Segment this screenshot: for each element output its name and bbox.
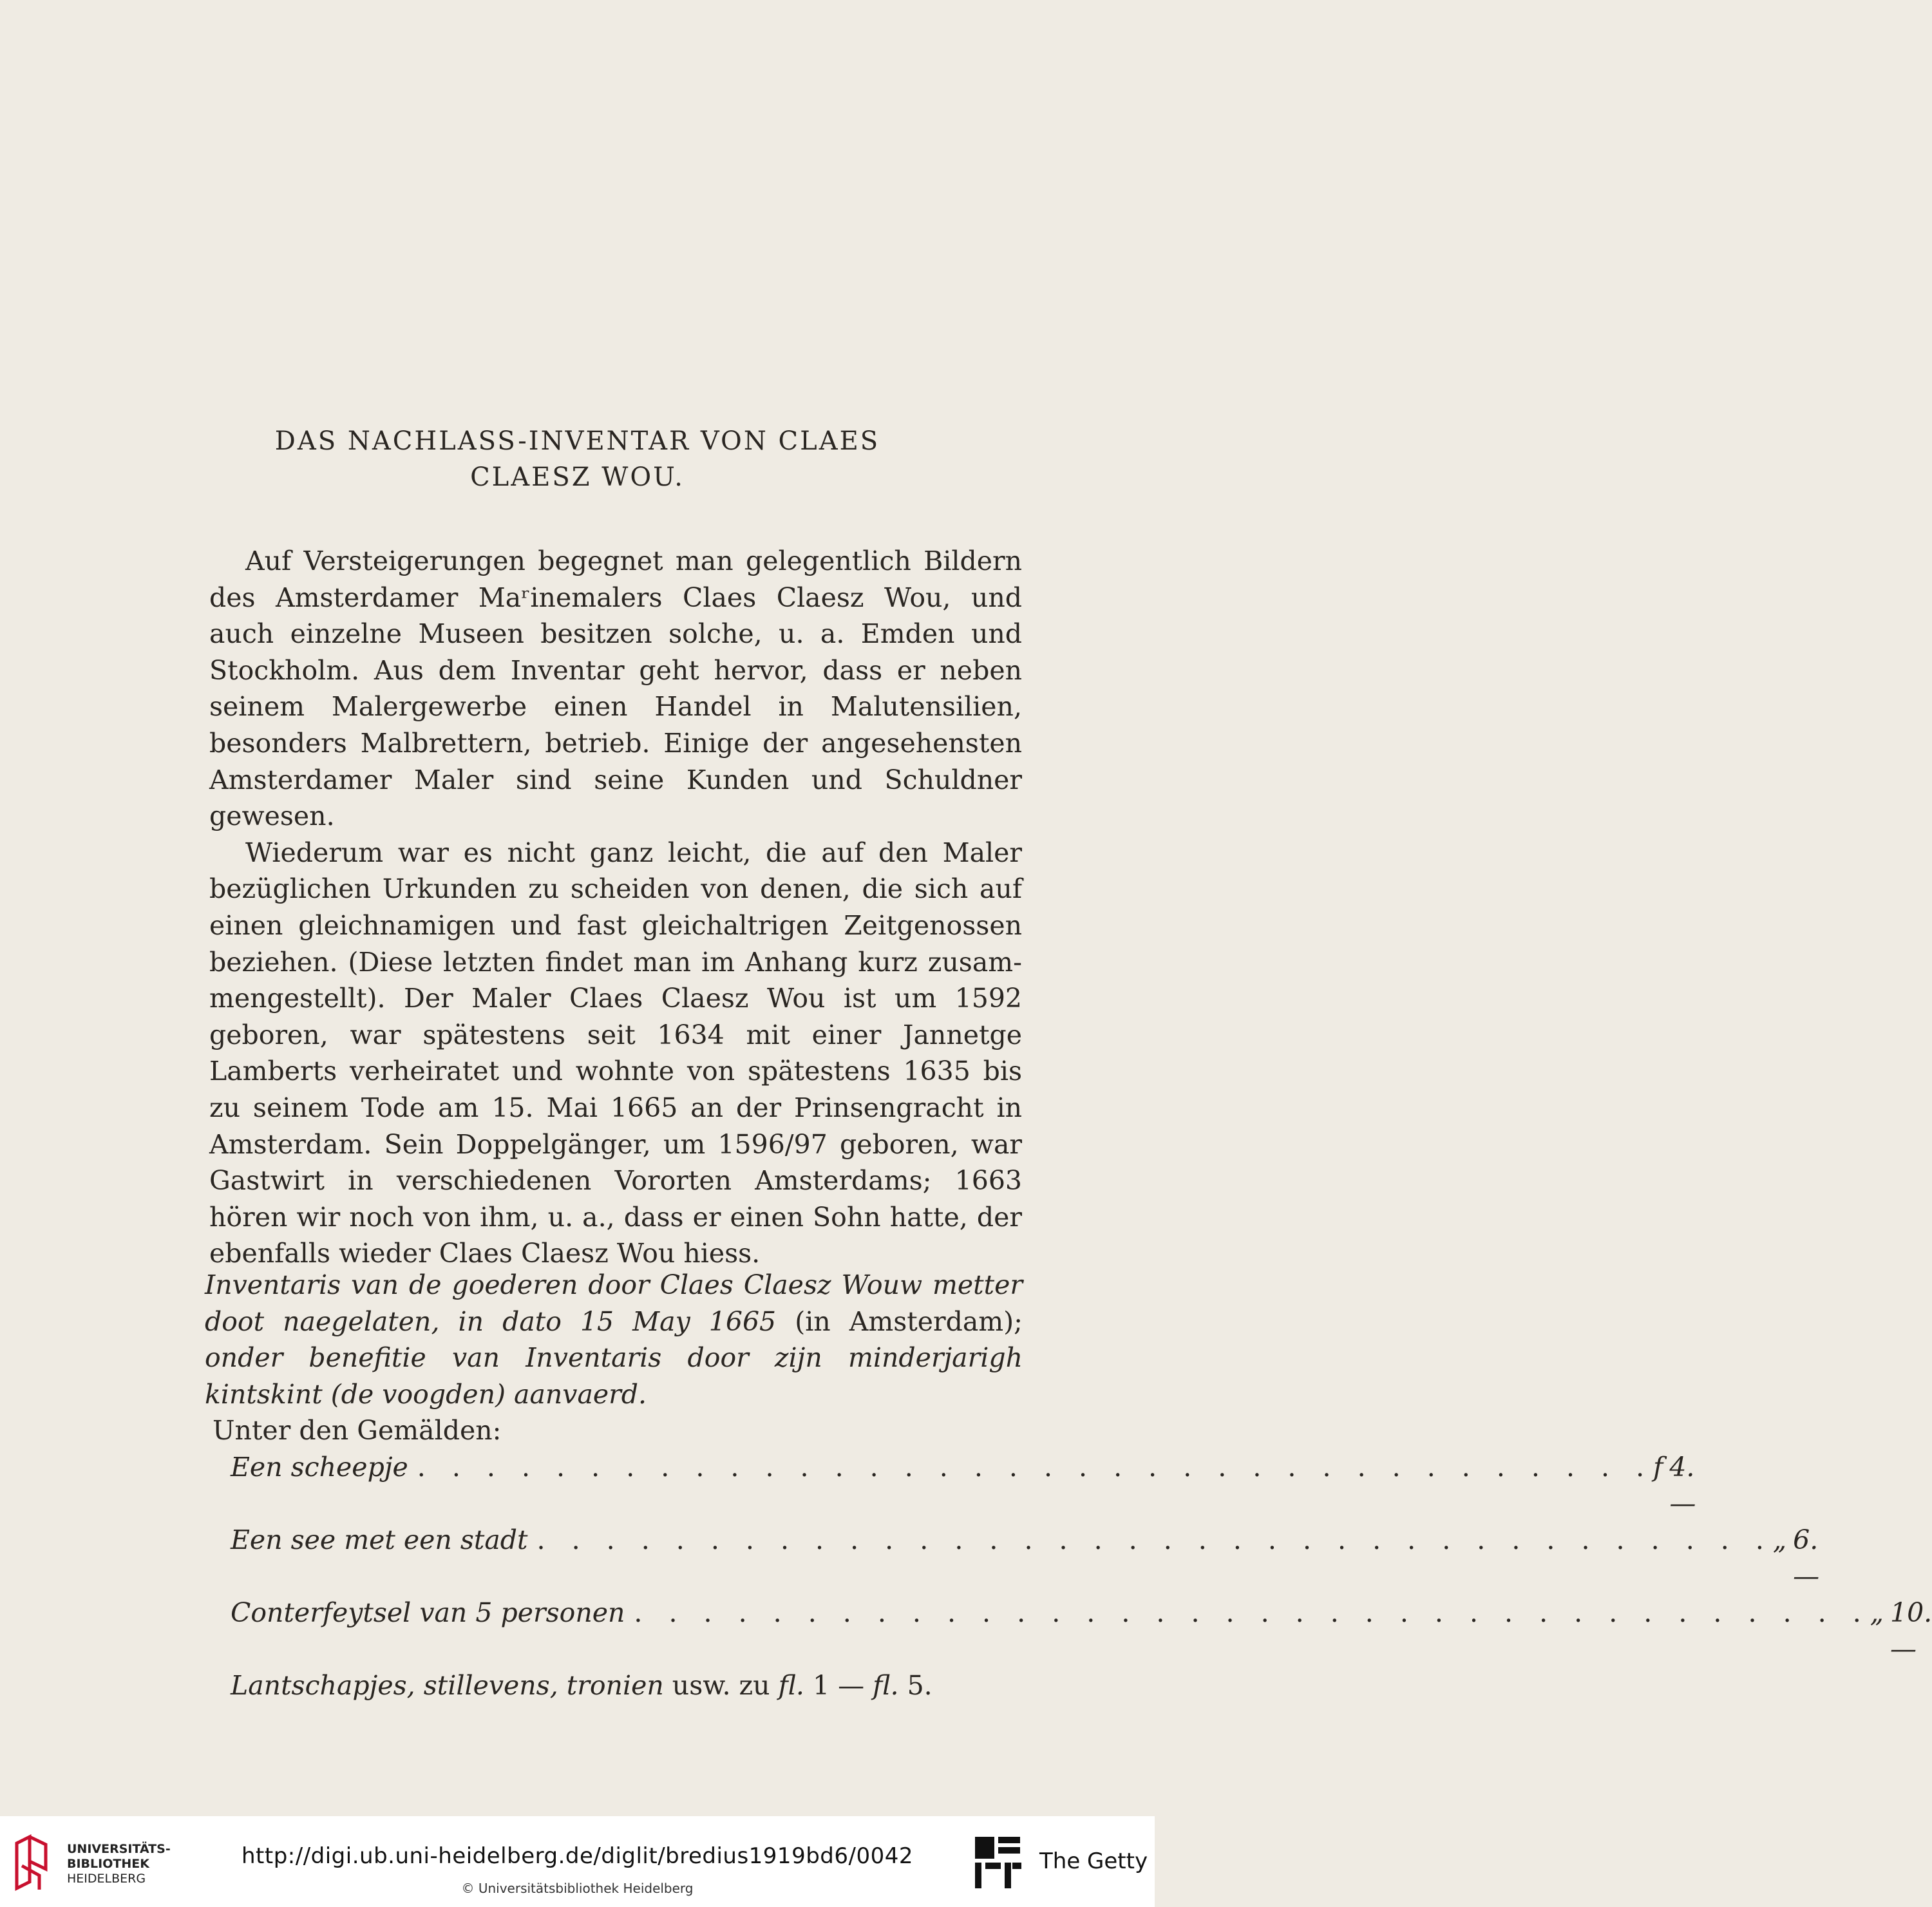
- inventory-summary-line: [205, 1667, 1023, 1704]
- inventory-heading: [205, 1267, 1023, 1412]
- item-price: 6.—: [1793, 1524, 1820, 1591]
- footer-bar: [0, 1816, 1155, 1907]
- library-name-line-3: HEIDELBERG: [67, 1872, 146, 1886]
- getty-logo-icon: [972, 1834, 1024, 1892]
- permalink-url[interactable]: http://digi.ub.uni-heidelberg.de/diglit/bredius1919bd6/0042: [242, 1843, 913, 1869]
- inventory-item: [205, 1449, 1696, 1522]
- paragraph-1: Auf Versteigerungen begegnet man gelegentlich Bildern des Amsterdamer Maʳinemalers Claes Claesz Wou, und auch einzelne Museen besitzen solche, u. a. Emden und Stockholm. Aus dem Inventar geht hervor, dass er neben seinem Malergewerbe einen Handel in Malutensilien, besonders Malbrettern, betrieb. Einige der angesehensten Amsterdamer Maler sind seine Kunden und Schuldner gewesen.: [209, 546, 1022, 832]
- item-name: Een see met een stadt: [231, 1524, 528, 1555]
- article-body: [209, 543, 1022, 1272]
- item-currency: „: [1772, 1524, 1787, 1555]
- dot-leader: . . . . . . . . . . . . . . . . . . . . . . . . . . . . . . . . . . . .: [417, 1451, 1654, 1483]
- inventory-item: [205, 1522, 1820, 1595]
- summary-italic: Lantschapjes, stillevens, tronien: [231, 1669, 664, 1701]
- library-name-line-1: UNIVERSITÄTS-: [67, 1842, 171, 1856]
- article-title-line-1: DAS NACHLASS-INVENTAR VON CLAES: [274, 426, 880, 456]
- summary-roman-1: usw. zu: [663, 1669, 779, 1701]
- item-price: 10.—: [1889, 1597, 1932, 1664]
- paragraph-2: Wiederum war es nicht ganz leicht, die auf den Maler bezüglichen Urkunden zu scheiden von denen, die sich auf einen gleichnamigen und fast gleichaltrigen Zeitgenossen beziehen. (Diese letzten findet man im Anhang kurz zusammengestellt). Der Maler Claes Claesz Wou ist um 1592 geboren, war spätestens seit 1634 mit einer Jannetge Lamberts verheiratet und wohnte von spätestens 1635 bis zu seinem Tode am 15. Mai 1665 an der Prinsengracht in Amsterdam. Sein Doppelgänger, um 1596/97 geboren, war Gastwirt in verschiedenen Vororten Amsterdams; 1663 hören wir noch von ihm, u. a., dass er einen Sohn hatte, der ebenfalls wieder Claes Claesz Wou hiess.: [209, 837, 1022, 1269]
- inventory-section: [205, 1267, 1932, 1703]
- dot-leader: . . . . . . . . . . . . . . . . . . . . . . . . . . . . . . . . . . . .: [536, 1524, 1773, 1555]
- item-currency: „: [1870, 1597, 1884, 1628]
- getty-name: The Getty: [1039, 1848, 1148, 1874]
- summary-fl-1: fl.: [778, 1669, 804, 1701]
- summary-fl-2: fl.: [873, 1669, 899, 1701]
- paintings-intro: Unter den Gemälden:: [213, 1415, 502, 1446]
- inventory-item: [205, 1595, 1932, 1667]
- item-currency: f: [1653, 1451, 1663, 1483]
- inventory-heading-italic-1: Inventaris van de goederen door Claes Claesz Wouw metter doot naegelaten, in dato 15 May 1665: [205, 1269, 1023, 1337]
- summary-roman-2: 1 —: [804, 1669, 873, 1701]
- library-name-line-2: BIBLIOTHEK: [67, 1857, 149, 1871]
- inventory-heading-italic-2: onder benefitie van Inventaris door zijn minderjarigh kintskint (de voogden) aanvaerd.: [205, 1342, 1023, 1410]
- dot-leader: . . . . . . . . . . . . . . . . . . . . . . . . . . . . . . . . . . . .: [634, 1597, 1870, 1628]
- article-title-line-2: CLAESZ WOU.: [470, 462, 685, 492]
- item-name: Een scheepje: [231, 1451, 408, 1483]
- item-name: Conterfeytsel van 5 personen: [231, 1597, 625, 1628]
- item-price: 4.—: [1669, 1451, 1696, 1519]
- copyright-notice: © Universitätsbibliothek Heidelberg: [461, 1881, 694, 1896]
- summary-roman-3: 5.: [898, 1669, 933, 1701]
- inventory-heading-roman: (in Amsterdam);: [776, 1305, 1023, 1337]
